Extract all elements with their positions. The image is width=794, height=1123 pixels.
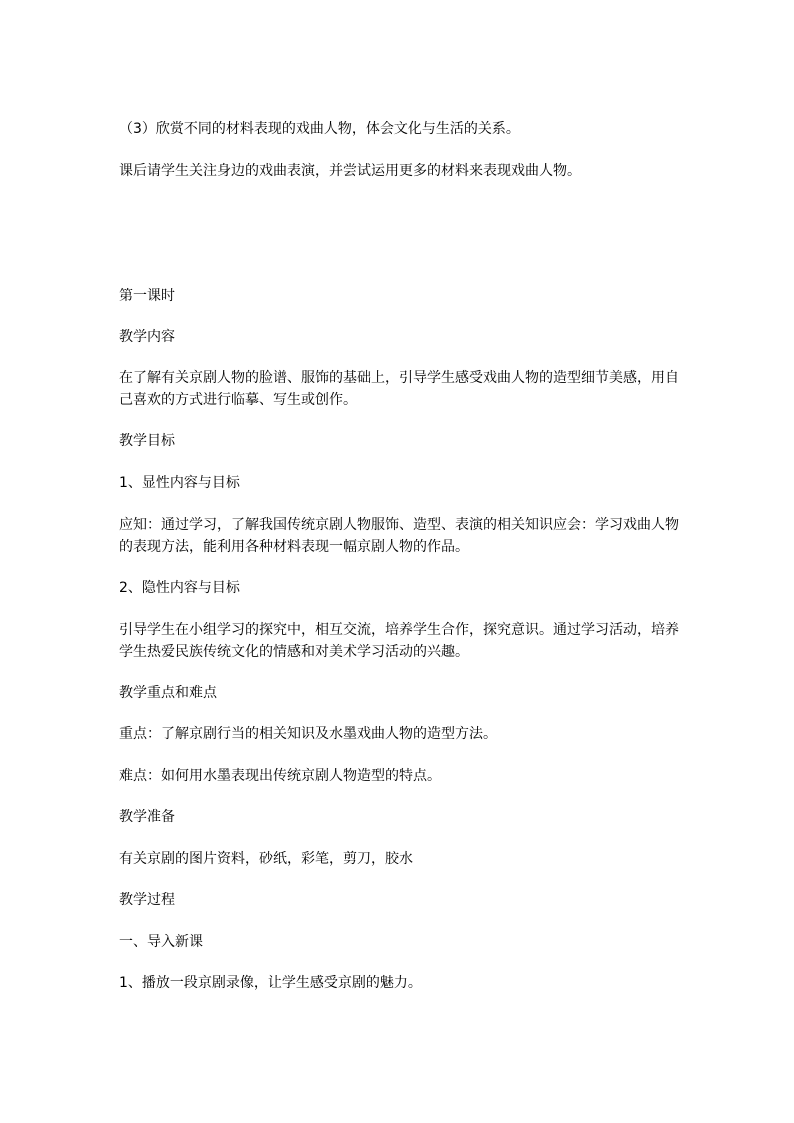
heading-teaching-objectives: 教学目标 — [119, 433, 175, 449]
heading-first-lesson: 第一课时 — [119, 288, 175, 304]
heading-teaching-preparation: 教学准备 — [119, 809, 175, 825]
paragraph-after-class: 课后请学生关注身边的戏曲表演，并尝试运用更多的材料来表现戏曲人物。 — [119, 163, 581, 179]
heading-explicit-objectives: 1、显性内容与目标 — [119, 475, 240, 491]
paragraph-appreciation-objective: （3）欣赏不同的材料表现的戏曲人物，体会文化与生活的关系。 — [119, 121, 520, 137]
paragraph-teaching-content: 在了解有关京剧人物的脸谱、服饰的基础上，引导学生感受戏曲人物的造型细节美感，用自己喜欢的方式进行临摹、写生或创作。 — [119, 370, 679, 408]
paragraph-explicit-objectives: 应知：通过学习，了解我国传统京剧人物服饰、造型、表演的相关知识应会：学习戏曲人物的表现方法，能利用各种材料表现一幅京剧人物的作品。 — [119, 517, 679, 555]
heading-teaching-process: 教学过程 — [119, 892, 175, 908]
heading-teaching-content: 教学内容 — [119, 329, 175, 345]
paragraph-teaching-preparation: 有关京剧的图片资料，砂纸，彩笔，剪刀，胶水 — [119, 851, 413, 867]
paragraph-difficulty: 难点：如何用水墨表现出传统京剧人物造型的特点。 — [119, 768, 441, 784]
heading-introduction: 一、导入新课 — [119, 934, 203, 950]
paragraph-implicit-objectives: 引导学生在小组学习的探究中，相互交流，培养学生合作，探究意识。通过学习活动，培养学生热爱民族传统文化的情感和对美术学习活动的兴趣。 — [119, 622, 679, 660]
heading-key-points: 教学重点和难点 — [119, 685, 217, 701]
paragraph-key-point: 重点：了解京剧行当的相关知识及水墨戏曲人物的造型方法。 — [119, 726, 497, 742]
paragraph-play-video: 1、播放一段京剧录像，让学生感受京剧的魅力。 — [119, 975, 422, 991]
heading-implicit-objectives: 2、隐性内容与目标 — [119, 580, 240, 596]
